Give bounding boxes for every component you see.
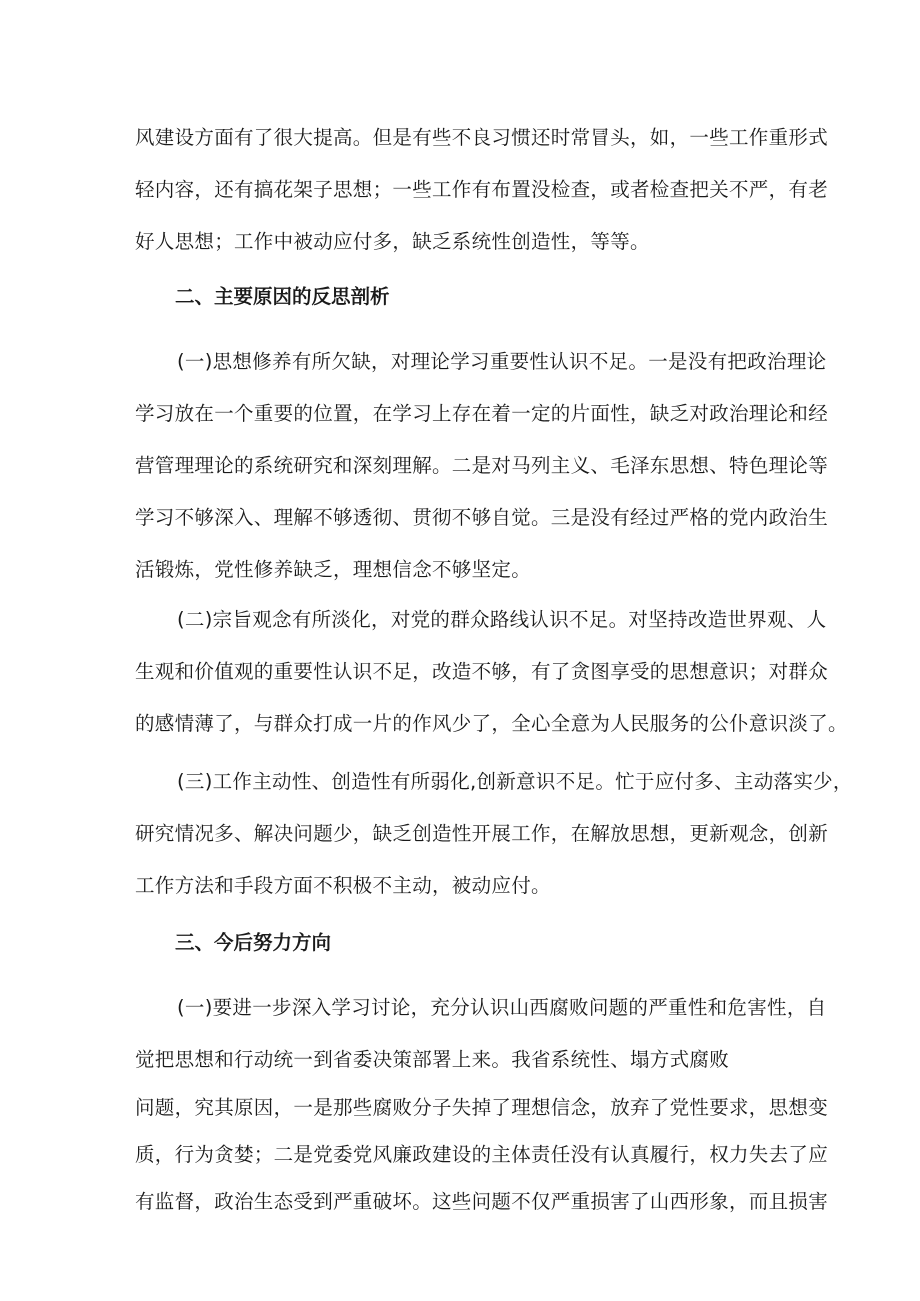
paragraph-2-2 bbox=[135, 594, 848, 750]
text-line: 学习不够深入、理解不够透彻、贯彻不够自觉。三是没有经过严格的党内政治生 bbox=[135, 506, 829, 529]
paragraph-2-3 bbox=[135, 756, 853, 912]
text-line: 生观和价值观的重要性认识不足，改造不够，有了贪图享受的思想意识；对群众 bbox=[135, 660, 829, 683]
text-line: 的感情薄了，与群众打成一片的作风少了，全心全意为人民服务的公仆意识淡了。 bbox=[135, 712, 848, 735]
text-line: 质，行为贪婪；二是党委党风廉政建设的主体责任没有认真履行，权力失去了应 bbox=[135, 1143, 829, 1166]
text-line: 学习放在一个重要的位置，在学习上存在着一定的片面性，缺乏对政治理论和经 bbox=[135, 402, 829, 425]
text-line: (三)工作主动性、创造性有所弱化,创新意识不足。忙于应付多、主动落实少， bbox=[177, 770, 853, 793]
text-line: 有监督，政治生态受到严重破坏。这些问题不仅严重损害了山西形象，而且损害 bbox=[135, 1190, 829, 1213]
paragraph-3-1 bbox=[135, 982, 827, 1086]
section-heading-3: 三、今后努力方向 bbox=[175, 931, 332, 954]
text-line: 营管理理论的系统研究和深刻理解。二是对马列主义、毛泽东思想、特色理论等 bbox=[135, 454, 829, 477]
text-line: 问题，究其原因，一是那些腐败分子失掉了理想信念，放弃了党性要求，思想变 bbox=[135, 1096, 829, 1119]
paragraph-2-1 bbox=[135, 336, 829, 596]
text-line: (一)要进一步深入学习讨论，充分认识山西腐败问题的严重性和危害性，自 bbox=[177, 996, 827, 1019]
section-heading-2: 二、主要原因的反思剖析 bbox=[175, 285, 390, 308]
text-line: 风建设方面有了很大提高。但是有些不良习惯还时常冒头，如，一些工作重形式 bbox=[135, 126, 829, 149]
paragraph-intro bbox=[135, 112, 829, 268]
text-line: 活锻炼，党性修养缺乏，理想信念不够坚定。 bbox=[135, 558, 532, 581]
text-line: 好人思想；工作中被动应付多，缺乏系统性创造性，等等。 bbox=[135, 230, 650, 253]
text-line: 工作方法和手段方面不积极不主动，被动应付。 bbox=[135, 874, 551, 897]
text-line: 轻内容，还有搞花架子思想；一些工作有布置没检查，或者检查把关不严，有老 bbox=[135, 178, 829, 201]
text-line: (一)思想修养有所欠缺，对理论学习重要性认识不足。一是没有把政治理论 bbox=[177, 350, 827, 373]
paragraph-3-1-continued bbox=[135, 1084, 829, 1225]
text-line: 觉把思想和行动统一到省委决策部署上来。我省系统性、塌方式腐败 bbox=[135, 1048, 730, 1071]
text-line: 研究情况多、解决问题少，缺乏创造性开展工作，在解放思想，更新观念，创新 bbox=[135, 822, 829, 845]
text-line: (二)宗旨观念有所淡化，对党的群众路线认识不足。对坚持改造世界观、人 bbox=[177, 608, 827, 631]
